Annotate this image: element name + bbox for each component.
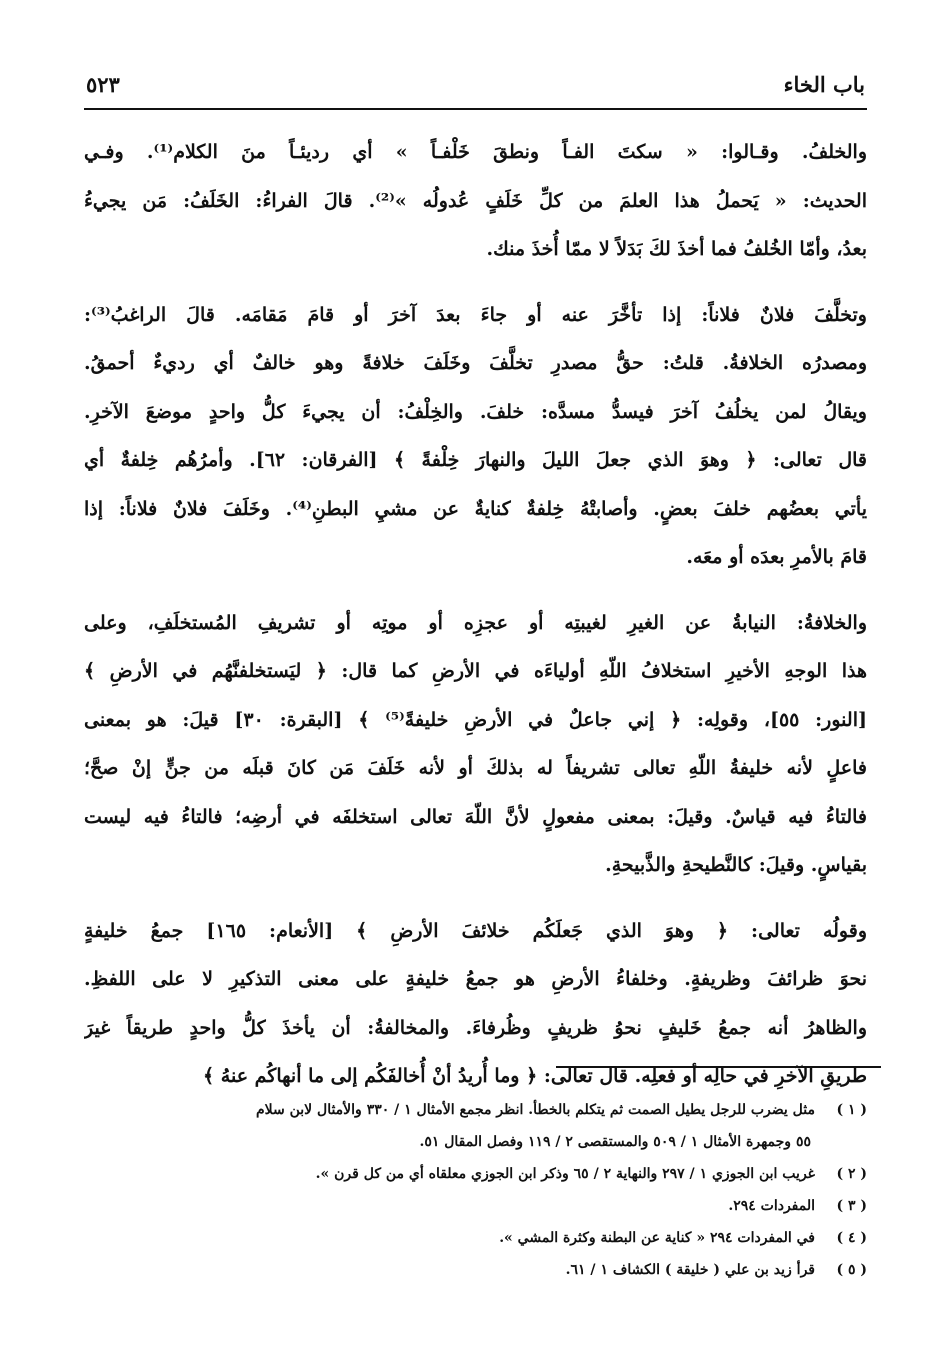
text-line: ويقالُ لمن يخلُفُ آخرَ فيسدُّ مسدَّه: خلفَ. والخِلْفُ: أن يجيءَ كلُّ واحدٍ موضعَ الآخرِ. bbox=[84, 400, 867, 423]
text-line: وتخلَّفَ فلانٌ فلاناً: إذا تأخَّرَ عنه أو جاءَ بعدَ آخرَ أو قامَ مَقامَه. قالَ الراغبُ⁽³⁾: bbox=[84, 303, 867, 326]
text-line: فالتاءُ فيه قياسٌ. وقيلَ: بمعنى مفعولٍ لأنَّ اللّهَ تعالى استخلفَه في أرضِه؛ فالتاءُ فيه ليست bbox=[84, 805, 867, 828]
text-line: نحوَ ظرائفَ وظريفةٍ. وخلفاءُ الأرضِ هو جمعُ خليفةٍ على معنى التذكيرِ لا على اللفظِ. bbox=[84, 968, 867, 990]
text-line: ومصدرُه الخلافةُ. قلتُ: حقُّ مصدرِ تخلَّفَ وخَلَفَ خلافةً وهو خالفٌ أي رديءٌ أحمقُ. bbox=[84, 352, 867, 374]
footnote-item bbox=[84, 1126, 867, 1158]
footnote-divider bbox=[556, 1066, 881, 1068]
page-number: ٥٢٣ bbox=[86, 71, 120, 97]
text-line: قامَ بالأمرِ بعدَه أو معَه. bbox=[686, 546, 867, 568]
text-line: فاعلٍ لأنه خليفةُ اللّهِ تعالى تشريفاً له بذلكَ أو لأنه خَلَفَ مَن كانَ قبلَه من جنٍّ إنْ صحَّ؛ bbox=[84, 757, 867, 779]
text-line: والخلافةُ: النيابةُ عن الغيرِ لغيبتِه أو عجزِه أو موتِه أو تشريفِ المُستخلَفِ، وعلى bbox=[84, 611, 867, 634]
text-line: بعدُ، وأمّا الخُلفُ فما أخذَ لكَ بَدَلاً لا ممّا أُخذَ منك. bbox=[486, 238, 867, 260]
header-divider bbox=[84, 108, 867, 110]
footnote-number: ( ١ ) bbox=[836, 1102, 867, 1118]
text-line: قال تعالى: ﴿ وهوَ الذي جعلَ الليلَ والنهارَ خِلْفةً ﴾ [الفرقان: ٦٢]. وأمرُهُم خِلفةٌ أي bbox=[84, 449, 867, 471]
footnote-text: في المفردات ٢٩٤ « كناية عن البطنة وكثرة المشي ». bbox=[499, 1230, 815, 1246]
paragraph bbox=[84, 599, 867, 890]
footnote-text: مثل يضرب للرجل يطيل الصمت ثم يتكلم بالخطأ. انظر مجمع الأمثال ١ / ٣٣٠ والأمثال لابن سلام bbox=[255, 1102, 815, 1118]
main-text bbox=[84, 128, 867, 1118]
footnote-text: ٥٥ وجمهرة الأمثال ١ / ٥٠٩ والمستقصى ٢ / ١١٩ وفصل المقال ٥١. bbox=[419, 1134, 811, 1150]
footnote-text: قرأ زيد بن علي ( خليقة ) الكشاف ١ / ٦١. bbox=[565, 1262, 815, 1278]
running-header bbox=[86, 62, 865, 106]
footnote-text: غريب ابن الجوزي ١ / ٢٩٧ والنهاية ٢ / ٦٥ وذكر ابن الجوزي معلقاه أي من كل قرن ». bbox=[315, 1166, 815, 1182]
paragraph bbox=[84, 128, 867, 274]
text-line: والظاهرُ أنه جمعُ خَليفٍ نحوُ ظريفٍ وظُرفاءَ. والمخالفةُ: أن يأخذَ كلُّ واحدٍ طريقاً غيرَ bbox=[84, 1016, 867, 1039]
text-line: والخلفُ. وقـالوا: « سكتَ الفـاً ونطقَ خَلْفـاً » أي رديئـاً منَ الكلام⁽¹⁾. وفـي bbox=[84, 141, 867, 163]
footnote-item bbox=[84, 1222, 867, 1254]
chapter-title: باب الخاء bbox=[783, 71, 865, 97]
text-line: هذا الوجهِ الأخيرِ استخلافُ اللّهِ أولياءَه في الأرضِ كما قال: ﴿ ليَستخلفنَّهُم في الأرضِ ﴾ bbox=[84, 660, 867, 682]
text-line: الحديث: « يَحملُ هذا العلمَ من كلِّ خَلَفٍ عُدولُه »⁽²⁾. قالَ الفراءُ: الخَلَفُ: مَن يجيءُ bbox=[84, 189, 867, 212]
text-line: [النور: ٥٥]، وقولِه: ﴿ إني جاعلٌ في الأرضِ خليفةً⁽⁵⁾ ﴾ [البقرة: ٣٠] قيلَ: هو بمعنى bbox=[84, 708, 867, 731]
footnotes bbox=[84, 1094, 867, 1286]
footnote-number: ( ٥ ) bbox=[836, 1262, 867, 1278]
footnote-item bbox=[84, 1094, 867, 1126]
text-line: يأتي بعضُهم خلفَ بعضٍ. وأصابتْهُ خِلفةٌ كنايةٌ عن مشيِ البطنِ⁽⁴⁾. وخَلَفَ فلانٌ فلاناً: إذا bbox=[84, 497, 867, 520]
footnote-item bbox=[84, 1158, 867, 1190]
paragraph bbox=[84, 291, 867, 582]
footnote-number: ( ٤ ) bbox=[836, 1230, 867, 1246]
text-line: طريقِ الآخرِ في حالِه أو فعلِه. قال تعالى: ﴿ وما أُريدُ أنْ أُخالفَكُم إلى ما أنهاكُم عنهُ ﴾ bbox=[203, 1065, 867, 1087]
footnote-number: ( ٣ ) bbox=[836, 1198, 867, 1214]
footnote-number: ( ٢ ) bbox=[836, 1166, 867, 1182]
footnote-item bbox=[84, 1254, 867, 1286]
text-line: وقولُه تعالى: ﴿ وهوَ الذي جَعلَكُم خلائفَ الأرضِ ﴾ [الأنعام: ١٦٥] جمعُ خليفةٍ bbox=[84, 919, 867, 942]
paragraph bbox=[84, 907, 867, 1101]
text-line: بقياسٍ. وقيلَ: كالنَّطيحةِ والذَّبيحةِ. bbox=[605, 854, 867, 876]
footnote-text: المفردات ٢٩٤. bbox=[728, 1198, 815, 1214]
footnote-item bbox=[84, 1190, 867, 1222]
